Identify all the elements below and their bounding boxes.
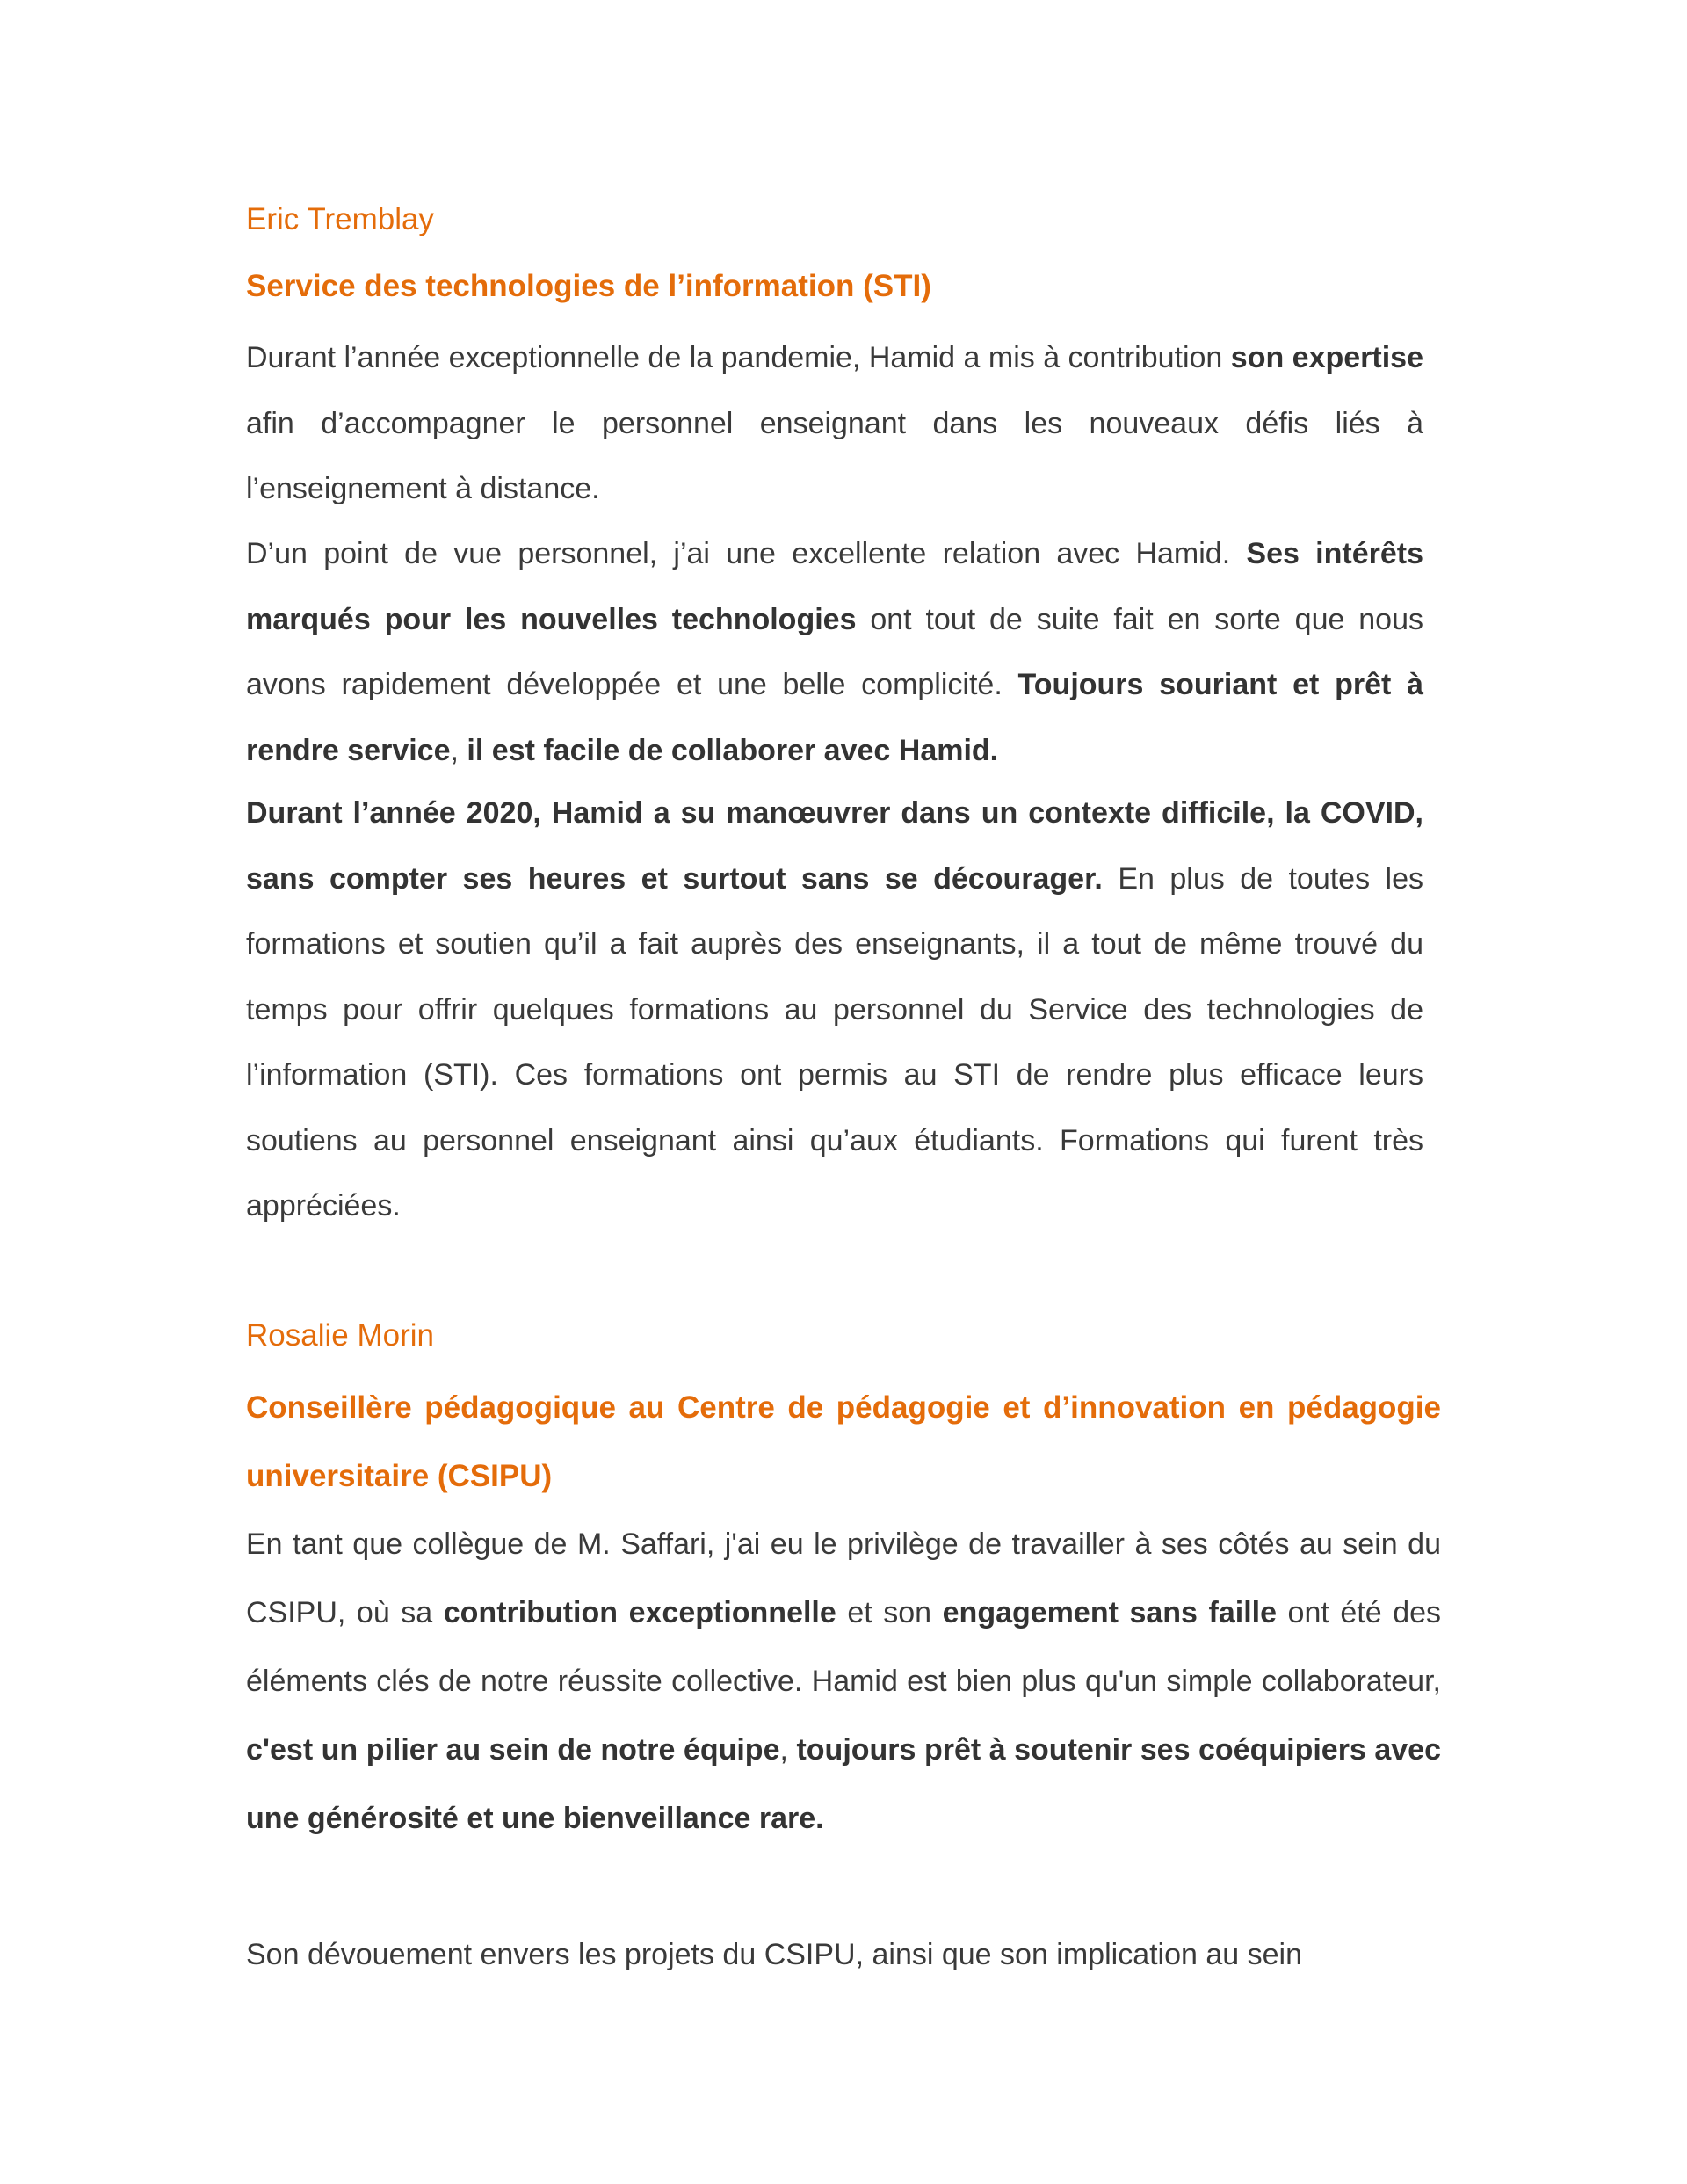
text-run: D’un point de vue personnel, j’ai une excellente relation avec Hamid. [246, 537, 1247, 570]
bold-run: toujours prêt à soutenir ses coéquipiers avec une générosité et une bienveillance rare. [246, 1733, 1441, 1835]
bold-run: il est facile de collaborer avec Hamid. [467, 733, 999, 767]
testimonial-paragraph [246, 1510, 1441, 1853]
bold-run: son expertise [1230, 341, 1423, 374]
author-role-sti: Service des technologies de l’information (STI) [246, 269, 931, 303]
bold-run: engagement sans faille [942, 1596, 1277, 1629]
bold-run: contribution exceptionnelle [443, 1596, 836, 1629]
text-run: , [779, 1733, 797, 1767]
text-run: ont tout de suite fait en sorte que nous avons rapidement développée et une belle complicité. [246, 602, 1423, 701]
text-run: , [450, 733, 467, 767]
text-run: ont été des éléments clés de notre réussite collective. Hamid est bien plus qu'un simple collaborateur, [246, 1596, 1442, 1698]
author-role-csipu: Conseillère pédagogique au Centre de pédagogie et d’innovation en pédagogie universitaire (CSIPU) [246, 1390, 1441, 1493]
text-run: et son [836, 1596, 943, 1629]
testimonial-paragraph [246, 780, 1423, 1239]
bold-run: Toujours souriant et prêt à rendre service [246, 668, 1423, 767]
testimonial-paragraph [246, 521, 1423, 783]
bold-run: c'est un pilier au sein de notre équipe [246, 1733, 780, 1767]
bold-run: Ses intérêts marqués pour les nouvelles technologies [246, 537, 1424, 636]
text-run: afin d’accompagner le personnel enseignant dans les nouveaux défis liés à l’enseignement à distance. [246, 406, 1423, 505]
text-run: Son dévouement envers les projets du CSIPU, ainsi que son implication au sein [246, 1938, 1303, 1971]
testimonial-paragraph [246, 1920, 1441, 1989]
author-name-eric-tremblay: Eric Tremblay [246, 202, 434, 236]
text-run: En tant que collègue de M. Saffari, j'ai eu le privilège de travailler à ses côtés au sein du CSIPU, où sa [246, 1527, 1441, 1629]
bold-run: Durant l’année 2020, Hamid a su manœuvrer dans un contexte difficile, la COVID, sans compter ses heures et surtout sans se décourager. [246, 796, 1423, 896]
text-run: En plus de toutes les formations et soutien qu’il a fait auprès des enseignants, il a tout de même trouvé du temps pour offrir quelques formations au personnel du Service des technologies de l’information (STI). Ces formations ont permis au STI de rendre plus efficace leurs soutiens au personnel enseignant ainsi qu’aux étudiants. Formations qui furent très appréciées. [246, 861, 1424, 1223]
author-name-rosalie-morin: Rosalie Morin [246, 1318, 434, 1353]
testimonial-paragraph [246, 325, 1423, 522]
text-run: Durant l’année exceptionnelle de la pandemie, Hamid a mis à contribution [246, 341, 1231, 374]
